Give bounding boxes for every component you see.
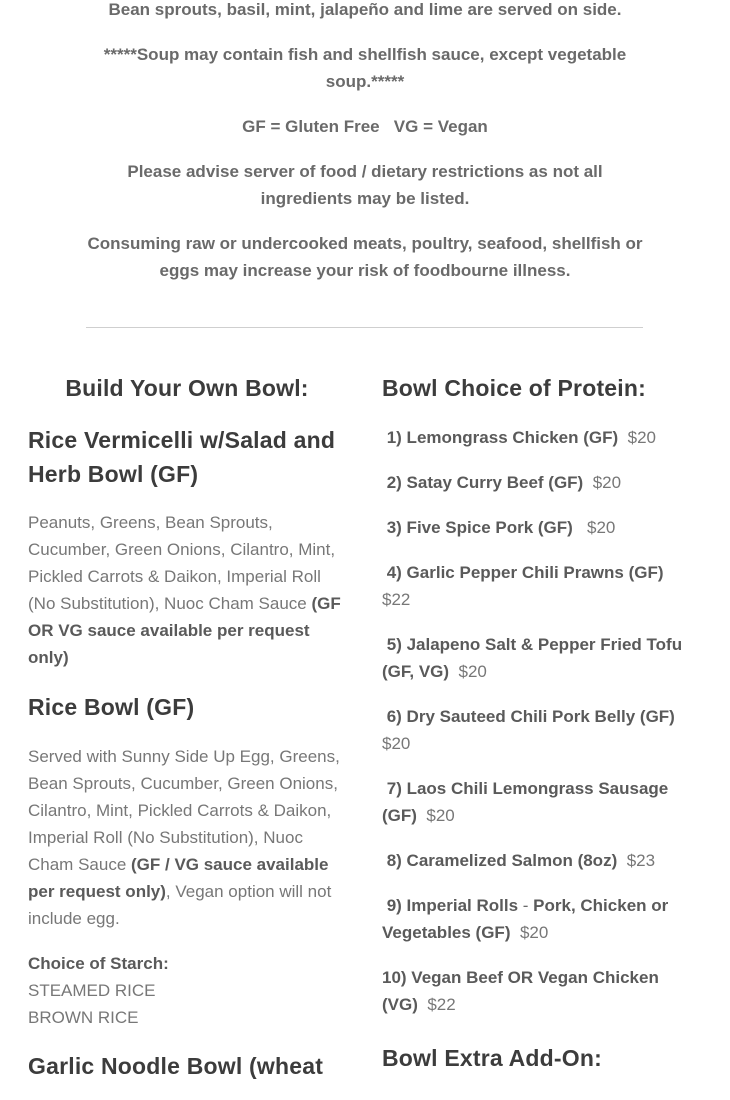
- vermicelli-ingredients: Peanuts, Greens, Bean Sprouts, Cucumber, Green Onions, Cilantro, Mint, Pickled Carrots & Daikon, Imperial Roll (No Substitution), Nuoc Cham Sauce: [28, 513, 336, 613]
- starch-choice: [28, 950, 348, 1031]
- addon-heading: Bowl Extra Add-On:: [382, 1045, 602, 1071]
- rice-bowl-sauce-note: (GF / VG sauce available per request only): [28, 855, 329, 901]
- protein-name: 10) Vegan Beef OR Vegan Chicken (VG): [382, 968, 659, 1014]
- rice-bowl-title: Rice Bowl (GF): [28, 694, 195, 720]
- starch-option-steamed: STEAMED RICE: [28, 981, 156, 1000]
- protein-item: [382, 964, 712, 1018]
- protein-item: [382, 424, 712, 451]
- protein-price: $20: [458, 662, 487, 681]
- protein-name: 4) Garlic Pepper Chili Prawns (GF): [382, 563, 664, 582]
- garlic-noodle-title: Garlic Noodle Bowl (wheat: [28, 1053, 324, 1079]
- rice-bowl-description: [28, 743, 348, 932]
- protein-item: [382, 703, 712, 757]
- protein-item: [382, 775, 712, 829]
- protein-price: $20: [592, 473, 622, 492]
- protein-name: 3) Five Spice Pork (GF): [382, 518, 573, 537]
- note-sides: Bean sprouts, basil, mint, jalapeño and lime are served on side.: [108, 0, 622, 19]
- protein-name: 9) Imperial Rolls: [382, 896, 519, 915]
- vermicelli-description: [28, 509, 348, 671]
- starch-label: Choice of Starch:: [28, 954, 169, 973]
- protein-item: [382, 847, 712, 874]
- protein-price: $22: [382, 590, 411, 609]
- starch-option-brown: BROWN RICE: [28, 1008, 139, 1027]
- note-legend: GF = Gluten Free VG = Vegan: [242, 117, 488, 136]
- protein-name: 6) Dry Sauteed Chili Pork Belly (GF): [382, 707, 675, 726]
- protein-item: [382, 469, 712, 496]
- note-soup: *****Soup may contain fish and shellfish sauce, except vegetable soup.*****: [103, 45, 627, 91]
- vermicelli-sauce-note: (GF OR VG sauce available per request only): [28, 594, 341, 667]
- protein-name: 5) Jalapeno Salt & Pepper Fried Tofu (GF, VG): [382, 635, 687, 681]
- protein-options: Pork, Chicken or Vegetables (GF): [382, 896, 669, 942]
- build-bowl-column: [28, 370, 348, 1083]
- vermicelli-title: Rice Vermicelli w/Salad and Herb Bowl (GF): [28, 427, 336, 487]
- protein-separator: -: [518, 896, 534, 915]
- protein-item: [382, 892, 712, 946]
- protein-item: [382, 631, 712, 685]
- protein-item: [382, 559, 712, 613]
- protein-name: 2) Satay Curry Beef (GF): [382, 473, 584, 492]
- section-divider: [86, 327, 643, 328]
- protein-price: $20: [382, 734, 411, 753]
- build-bowl-heading: Build Your Own Bowl:: [65, 375, 309, 401]
- protein-item: [382, 514, 712, 541]
- protein-name: 7) Laos Chili Lemongrass Sausage (GF): [382, 779, 673, 825]
- protein-price: $20: [519, 923, 549, 942]
- protein-price: $20: [627, 428, 656, 447]
- rice-bowl-vegan-note: , Vegan option will not include egg.: [28, 882, 332, 928]
- note-consumer-advisory: Consuming raw or undercooked meats, poultry, seafood, shellfish or eggs may increase your risk of foodbourne illness.: [87, 234, 643, 280]
- protein-name: 1) Lemongrass Chicken (GF): [382, 428, 619, 447]
- rice-bowl-ingredients: Served with Sunny Side Up Egg, Greens, Bean Sprouts, Cucumber, Green Onions, Cilantro, Mint, Pickled Carrots & Daikon, Imperial Roll (No Substitution), Nuoc Cham Sauce: [28, 747, 340, 874]
- protein-price: $20: [426, 806, 455, 825]
- protein-price: $23: [626, 851, 656, 870]
- protein-heading: Bowl Choice of Protein:: [382, 375, 646, 401]
- note-dietary: Please advise server of food / dietary restrictions as not all ingredients may be listed.: [127, 162, 603, 208]
- protein-price: $20: [582, 518, 616, 537]
- protein-column: [382, 370, 712, 1076]
- protein-name: 8) Caramelized Salmon (8oz): [382, 851, 618, 870]
- protein-price: $22: [427, 995, 456, 1014]
